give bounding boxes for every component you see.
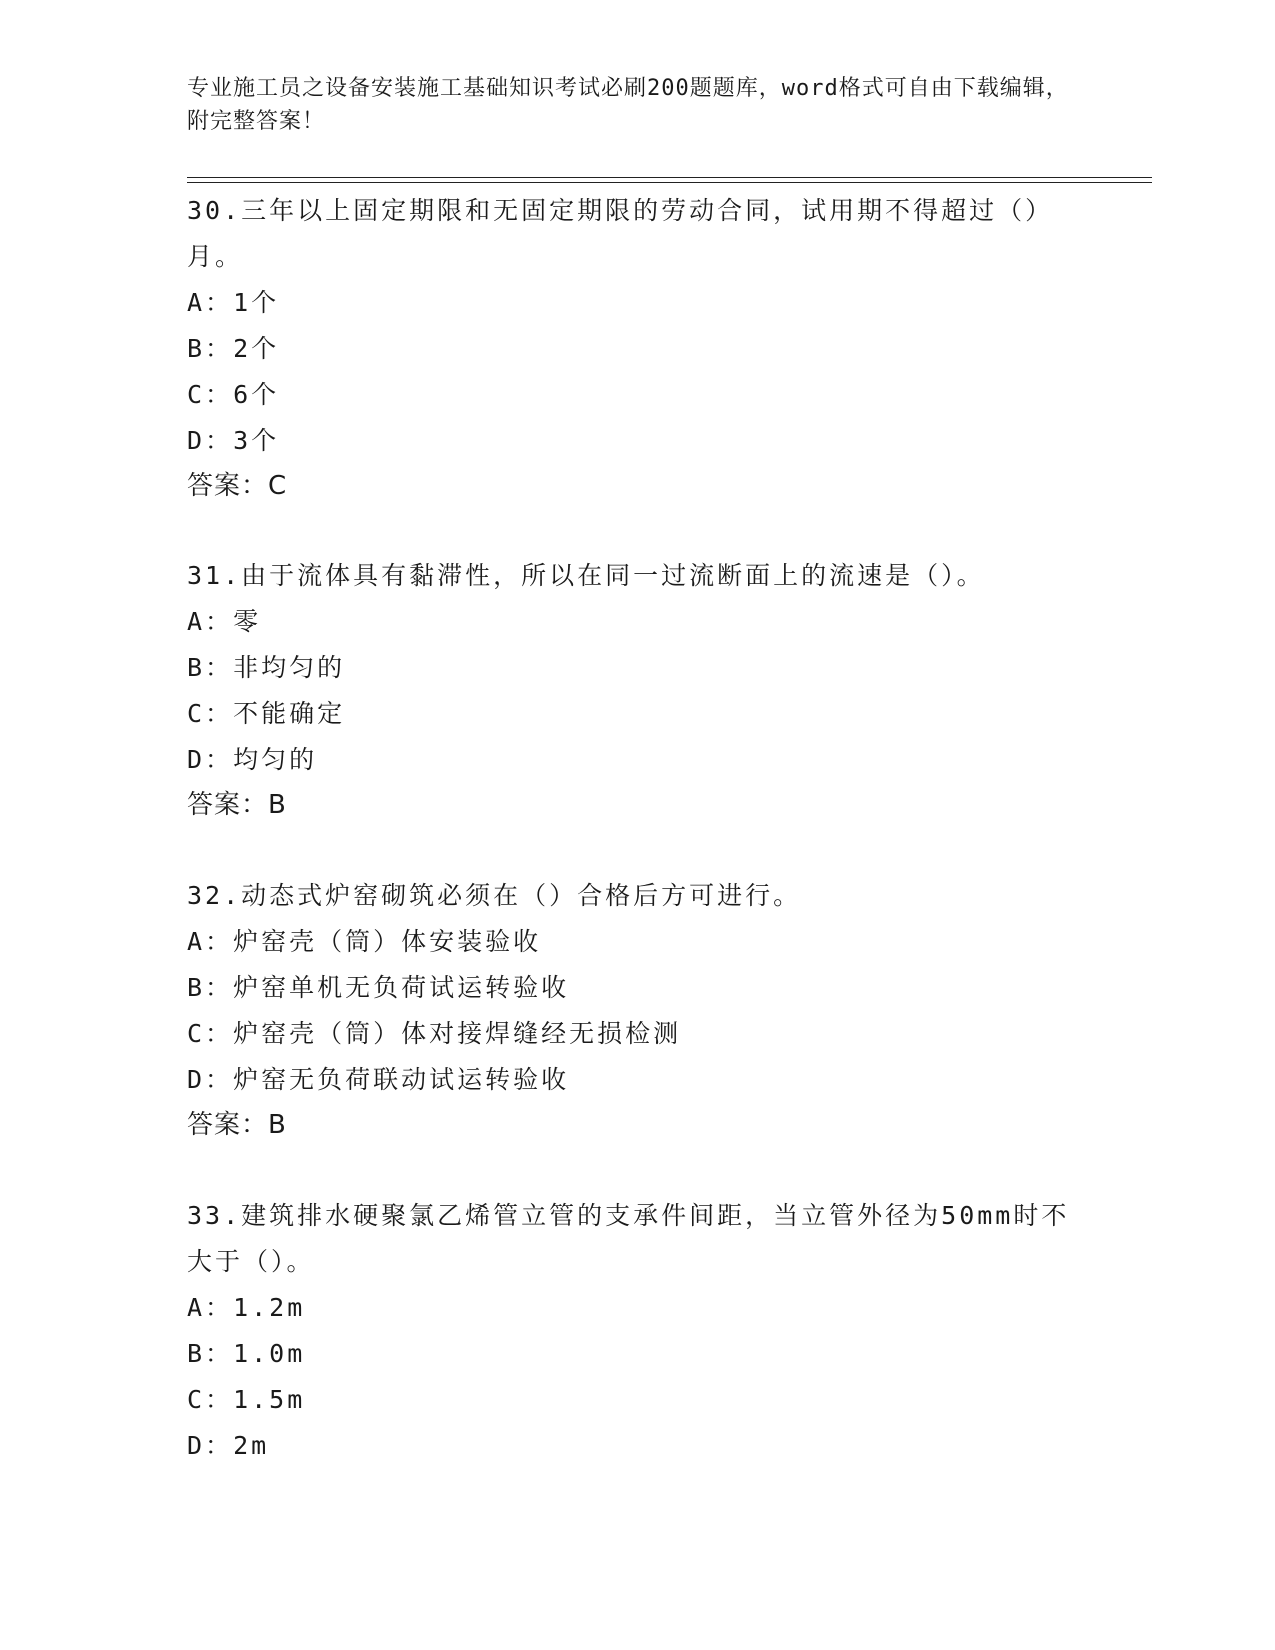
option-key: D： [187,1065,234,1094]
option-text: 炉窑壳（筒）体安装验收 [233,927,542,956]
option-key: A： [187,1293,234,1322]
question-number: 33. [187,1201,242,1230]
option-d [187,737,1087,783]
question-stem [187,873,1087,919]
option-key: B： [187,653,234,682]
answer-label: 答案： [187,1110,269,1140]
question-33 [187,1193,1087,1469]
answer-label: 答案： [187,790,269,820]
option-text: 2个 [233,334,280,363]
document-header: 专业施工员之设备安装施工基础知识考试必刷200题题库，word格式可自由下载编辑，附完整答案！ [187,76,1069,134]
option-key: B： [187,1339,234,1368]
option-text: 非均匀的 [233,653,346,682]
option-text: 1个 [233,288,280,317]
option-text: 1.0m [233,1339,306,1368]
option-c [187,691,1087,737]
question-text: 建筑排水硬聚氯乙烯管立管的支承件间距，当立管外径为50mm时不大于（）。 [187,1201,1070,1276]
answer-value: C [268,471,288,501]
option-a [187,599,1087,645]
option-key: C： [187,699,234,728]
question-number: 30. [187,196,242,225]
question-number: 32. [187,881,242,910]
option-d [187,1423,1087,1469]
option-text: 零 [233,607,262,636]
option-text: 炉窑壳（筒）体对接焊缝经无损检测 [233,1019,682,1048]
option-key: C： [187,1019,234,1048]
question-30 [187,188,1087,508]
question-stem [187,188,1087,280]
question-text: 三年以上固定期限和无固定期限的劳动合同，试用期不得超过（）月。 [187,196,1054,271]
option-text: 1.2m [233,1293,306,1322]
option-key: B： [187,973,234,1002]
option-key: D： [187,426,234,455]
header-divider-bottom [187,182,1152,183]
option-a [187,1285,1087,1331]
option-text: 2m [233,1431,270,1460]
question-text: 由于流体具有黏滞性，所以在同一过流断面上的流速是（）。 [241,561,985,590]
header-divider-top [187,177,1152,178]
answer-label: 答案： [187,471,269,501]
option-key: D： [187,745,234,774]
answer-value: B [268,790,287,820]
answer-line [187,1103,1087,1147]
option-text: 6个 [233,380,280,409]
option-b [187,326,1087,372]
option-b [187,645,1087,691]
option-c [187,1011,1087,1057]
option-b [187,1331,1087,1377]
option-key: A： [187,288,234,317]
option-key: C： [187,1385,234,1414]
option-text: 1.5m [233,1385,306,1414]
answer-line [187,783,1087,827]
option-key: A： [187,927,234,956]
option-a [187,280,1087,326]
option-text: 3个 [233,426,280,455]
option-text: 炉窑无负荷联动试运转验收 [233,1065,570,1094]
option-d [187,418,1087,464]
option-key: C： [187,380,234,409]
option-a [187,919,1087,965]
option-text: 炉窑单机无负荷试运转验收 [233,973,570,1002]
question-stem [187,553,1087,599]
question-number: 31. [187,561,242,590]
answer-line [187,464,1087,508]
option-key: B： [187,334,234,363]
question-31 [187,553,1087,827]
option-key: D： [187,1431,234,1460]
question-stem [187,1193,1087,1285]
question-32 [187,873,1087,1147]
answer-value: B [268,1110,287,1140]
question-text: 动态式炉窑砌筑必须在（）合格后方可进行。 [241,881,802,910]
option-b [187,965,1087,1011]
option-c [187,372,1087,418]
option-key: A： [187,607,234,636]
option-c [187,1377,1087,1423]
option-text: 不能确定 [233,699,346,728]
option-d [187,1057,1087,1103]
option-text: 均匀的 [233,745,318,774]
